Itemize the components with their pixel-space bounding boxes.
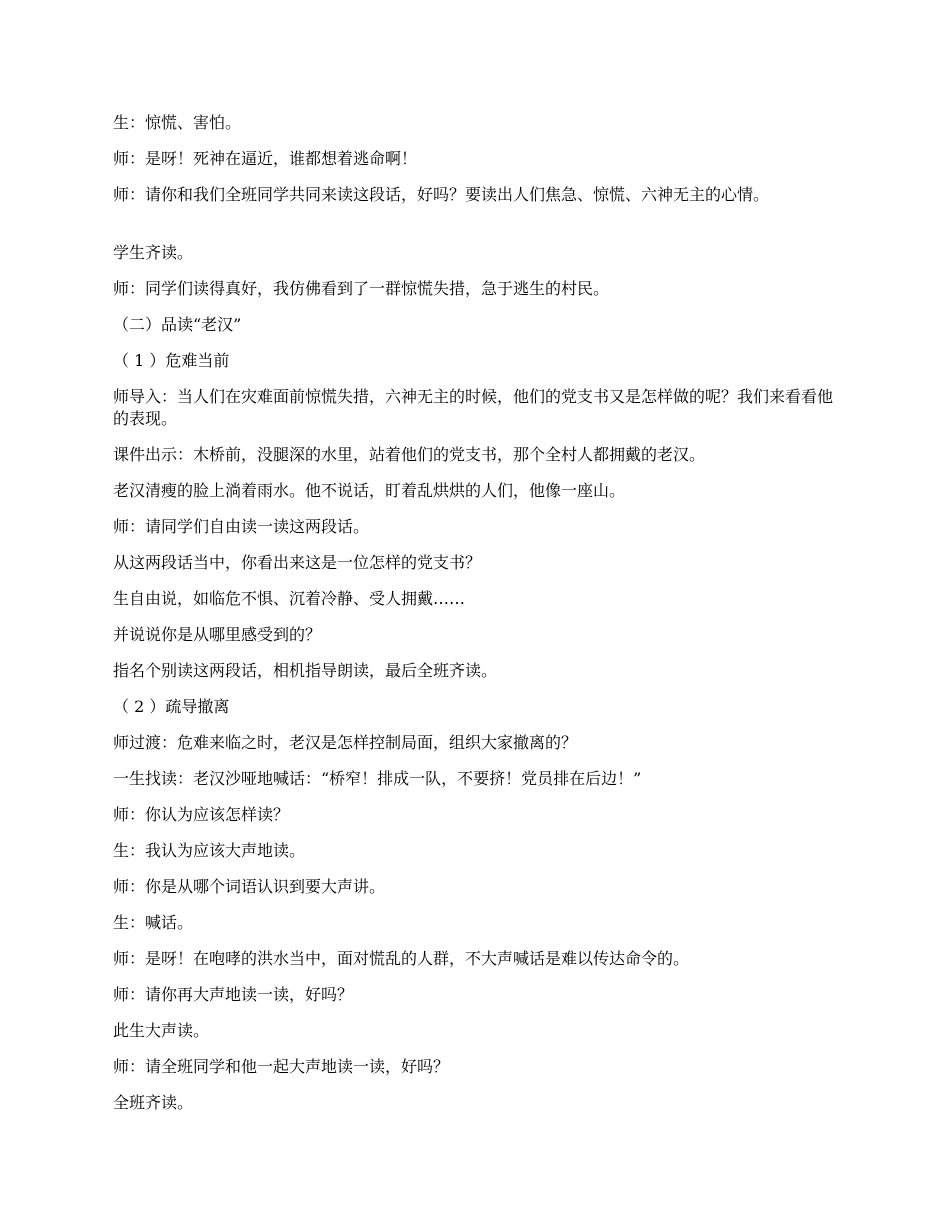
paragraph-25: 此生大声读。 <box>113 1021 210 1040</box>
subsection-heading-1: （ 1 ）危难当前 <box>113 351 230 370</box>
subsection-heading-2: （ 2 ）疏导撤离 <box>113 697 230 716</box>
paragraph-26: 师：请全班同学和他一起大声地读一读，好吗？ <box>113 1057 450 1076</box>
paragraph-23: 师：是呀！在咆哮的洪水当中，面对慌乱的人群，不大声喊话是难以传达命令的。 <box>113 949 690 968</box>
paragraph-18: 一生找读：老汉沙哑地喊话：“桥窄！排成一队，不要挤！党员排在后边！” <box>113 769 642 788</box>
paragraph-21: 师：你是从哪个词语认识到要大声讲。 <box>113 877 386 896</box>
paragraph-20: 生：我认为应该大声地读。 <box>113 841 306 860</box>
paragraph-3: 师：请你和我们全班同学共同来读这段话，好吗？要读出人们焦急、惊慌、六神无主的心情。 <box>113 185 770 204</box>
paragraph-24: 师：请你再大声地读一读，好吗？ <box>113 985 354 1004</box>
paragraph-27: 全班齐读。 <box>113 1093 194 1112</box>
paragraph-14: 并说说你是从哪里感受到的？ <box>113 625 322 644</box>
paragraph-11: 师：请同学们自由读一读这两段话。 <box>113 517 370 536</box>
paragraph-9: 课件出示：木桥前，没腿深的水里，站着他们的党支书，那个全村人都拥戴的老汉。 <box>113 445 706 464</box>
paragraph-17: 师过渡：危难来临之时，老汉是怎样控制局面，组织大家撤离的？ <box>113 733 578 752</box>
paragraph-2: 师：是呀！死神在逼近，谁都想着逃命啊！ <box>113 149 418 168</box>
paragraph-10: 老汉清瘦的脸上淌着雨水。他不说话，盯着乱烘烘的人们，他像一座山。 <box>113 481 626 500</box>
paragraph-12: 从这两段话当中，你看出来这是一位怎样的党支书？ <box>113 553 482 572</box>
paragraph-1: 生：惊慌、害怕。 <box>113 113 242 132</box>
section-heading: （二）品读“老汉” <box>113 315 242 334</box>
paragraph-4: 学生齐读。 <box>113 243 194 262</box>
paragraph-15: 指名个别读这两段话，相机指导朗读，最后全班齐读。 <box>113 661 498 680</box>
paragraph-22: 生：喊话。 <box>113 913 194 932</box>
paragraph-5: 师：同学们读得真好，我仿佛看到了一群惊慌失措，急于逃生的村民。 <box>113 279 610 298</box>
paragraph-8: 师导入：当人们在灾难面前惊慌失措，六神无主的时候，他们的党支书又是怎样做的呢？我们来看看他的表现。 <box>113 387 834 428</box>
paragraph-19: 师：你认为应该怎样读？ <box>113 805 290 824</box>
paragraph-13: 生自由说，如临危不惧、沉着冷静、受人拥戴…… <box>113 589 466 608</box>
